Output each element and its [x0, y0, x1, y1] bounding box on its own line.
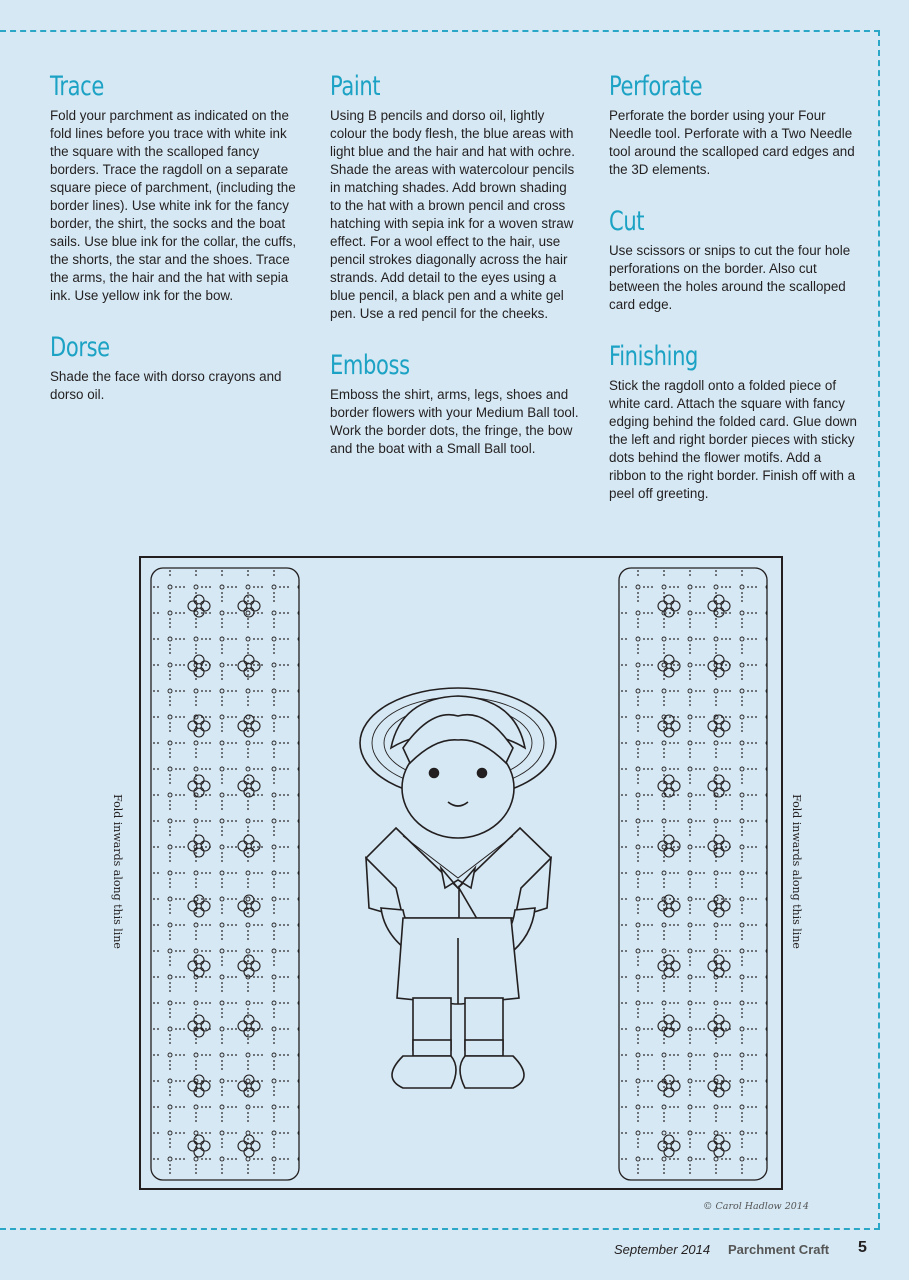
right-dashed-border — [878, 30, 880, 1229]
left-lace-border — [151, 568, 299, 1180]
section-title-cut: Cut — [609, 206, 645, 237]
section-title-dorse: Dorse — [50, 332, 110, 363]
footer-magazine-wrap — [728, 1242, 829, 1257]
column-right — [609, 70, 859, 529]
section-body-cut: Use scissors or snips to cut the four hole perforations on the border. Also cut between the holes around the scalloped card edge. — [609, 243, 851, 312]
section-body-paint: Using B pencils and dorso oil, lightly colour the body flesh, the blue areas with light blue and the hair and hat with ochre. Shade the areas with watercolour pencils in matching shades. Add brown shading to the hat with a brown pencil and cross hatching with sepia ink for a woven straw effect. For a wool effect to the hair, use pencil strokes diagonally across the hair strands. Add detail to the eyes using a blue pencil, a black pen and a white gel pen. Use a red pencil for the cheeks. — [330, 108, 575, 321]
copyright-notice: © Carol Hadlow 2014 — [703, 1201, 809, 1212]
section-title-trace: Trace — [50, 71, 104, 102]
section-body-finishing: Stick the ragdoll onto a folded piece of white card. Attach the square with fancy edging behind the folded card. Glue down the left and right border pieces with sticky dots behind the flower motifs. Add a ribbon to the right border. Finish off with a peel off greeting. — [609, 378, 857, 501]
footer-date: September 2014 — [614, 1242, 711, 1257]
pattern-illustration — [141, 558, 781, 1188]
top-dashed-border — [0, 30, 880, 32]
ragdoll-boy-illustration — [360, 688, 556, 1088]
pattern-frame — [139, 556, 783, 1190]
bottom-dashed-border — [0, 1228, 880, 1230]
footer-page-number: 5 — [858, 1239, 867, 1256]
section-title-finishing: Finishing — [609, 341, 699, 372]
footer-magazine: Parchment Craft — [728, 1242, 830, 1257]
section-body-emboss: Emboss the shirt, arms, legs, shoes and border flowers with your Medium Ball tool. Work the border dots, the fringe, the bow and the boat with a Small Ball tool. — [330, 387, 579, 456]
section-body-perforate: Perforate the border using your Four Needle tool. Perforate with a Two Needle tool around the scalloped card edges and the 3D elements. — [609, 108, 855, 177]
section-body-trace: Fold your parchment as indicated on the fold lines before you trace with white ink the square with the scalloped fancy borders. Trace the ragdoll on a separate square piece of parchment, (including the border lines). Use white ink for the fancy border, the shirt, the socks and the boat sails. Use blue ink for the collar, the cuffs, the shorts, the star and the shoes. Trace the arms, the hair and the hat with sepia ink. Use yellow ink for the bow. — [50, 108, 297, 303]
fold-label-right: Fold inwards along this line — [789, 794, 803, 949]
footer-page-wrap — [858, 1239, 867, 1257]
right-lace-border — [619, 568, 767, 1180]
section-title-paint: Paint — [330, 71, 381, 102]
section-body-dorse: Shade the face with dorso crayons and dorso oil. — [50, 369, 282, 402]
fold-label-left: Fold inwards along this line — [110, 794, 124, 949]
column-left — [50, 70, 300, 430]
section-title-emboss: Emboss — [330, 350, 410, 381]
footer — [614, 1242, 710, 1257]
column-middle — [330, 70, 580, 484]
section-title-perforate: Perforate — [609, 71, 703, 102]
